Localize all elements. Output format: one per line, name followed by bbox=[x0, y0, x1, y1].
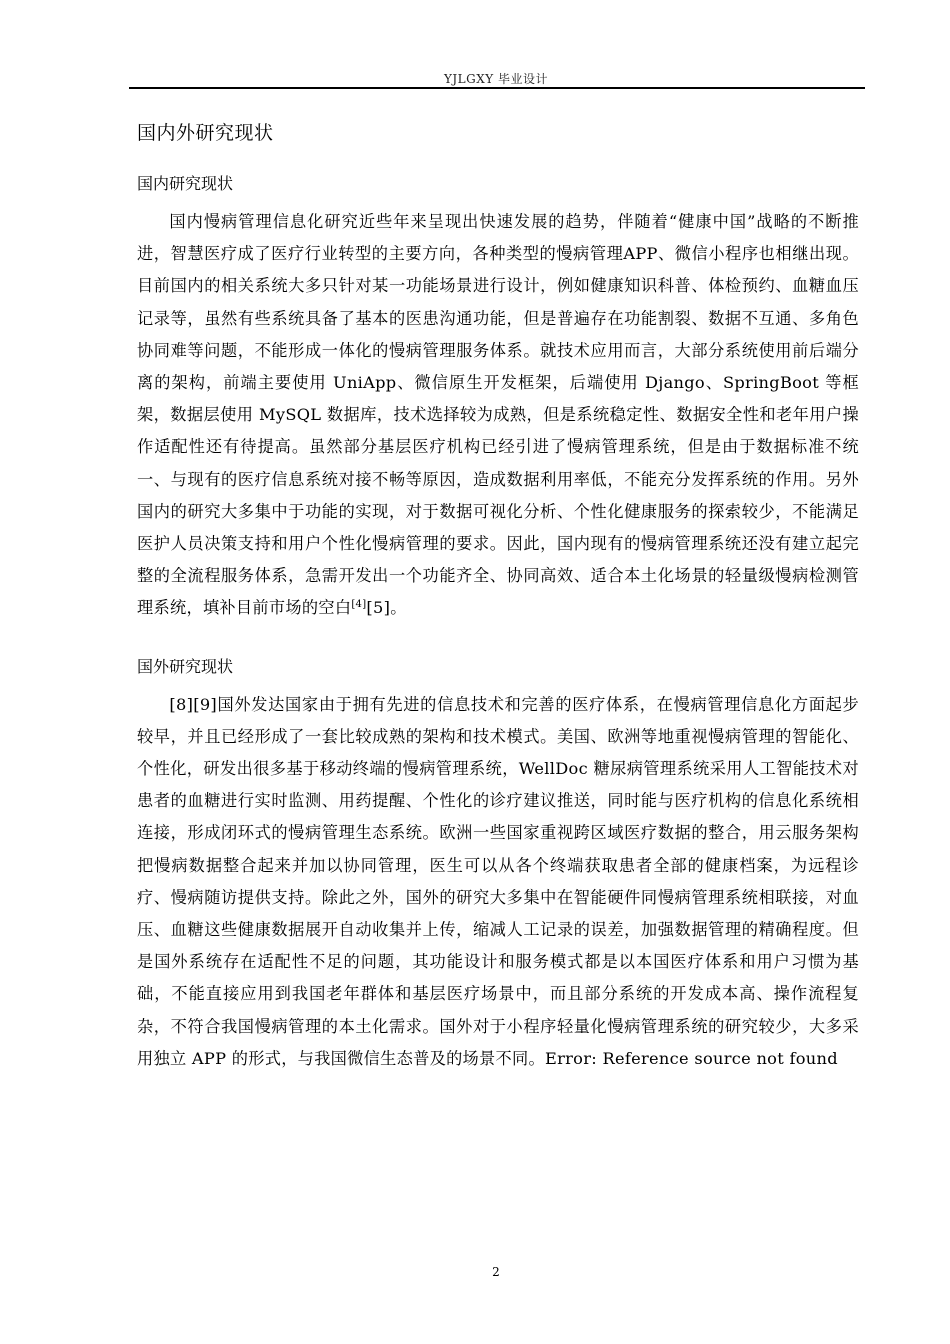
page-header: YJLGXY 毕业设计 bbox=[443, 72, 549, 86]
page-number: 2 bbox=[492, 1265, 500, 1279]
domestic-paragraph bbox=[137, 206, 859, 625]
domestic-paragraph-text: 国内慢病管理信息化研究近些年来呈现出快速发展的趋势，伴随着“健康中国”战略的不断推进，智慧医疗成了医疗行业转型的主要方向，各种类型的慢病管理APP、微信小程序也相继出现。目前国内的相关系统大多只针对某一功能场景进行设计，例如健康知识科普、体检预约、血糖血压记录等，虽然有些系统具备了基本的医患沟通功能，但是普遍存在功能割裂、数据不互通、多角色协同难等问题，不能形成一体化的慢病管理服务体系。就技术应用而言，大部分系统使用前后端分离的架构，前端主要使用 UniApp、微信原生开发框架，后端使用 Django、SpringBoot 等框架，数据层使用 MySQL 数据库，技术选择较为成熟，但是系统稳定性、数据安全性和老年用户操作适配性还有待提高。虽然部分基层医疗机构已经引进了慢病管理系统，但是由于数据标准不统一、与现有的医疗信息系统对接不畅等原因，造成数据利用率低，不能充分发挥系统的作用。另外国内的研究大多集中于功能的实现，对于数据可视化分析、个性化健康服务的探索较少，不能满足医护人员决策支持和用户个性化慢病管理的要求。因此，国内现有的慢病管理系统还没有建立起完整的全流程服务体系，急需开发出一个功能齐全、协同高效、适合本土化场景的轻量级慢病检测管理系统，填补目前市场的空白 bbox=[137, 212, 859, 618]
section-title: 国内外研究现状 bbox=[137, 122, 274, 144]
foreign-subtitle: 国外研究现状 bbox=[137, 656, 234, 676]
header-rule bbox=[129, 87, 865, 89]
domestic-subtitle: 国内研究现状 bbox=[137, 174, 234, 193]
citation-tail: [5]。 bbox=[366, 598, 407, 618]
foreign-paragraph: [8][9]国外发达国家由于拥有先进的信息技术和完善的医疗体系，在慢病管理信息化方面起步较早，并且已经形成了一套比较成熟的架构和技术模式。美国、欧洲等地重视慢病管理的智能化、个性化，研发出很多基于移动终端的慢病管理系统，WellDoc 糖尿病管理系统采用人工智能技术对患者的血糖进行实时监测、用药提醒、个性化的诊疗建议推送，同时能与医疗机构的信息化系统相连接，形成闭环式的慢病管理生态系统。欧洲一些国家重视跨区域医疗数据的整合，用云服务架构把慢病数据整合起来并加以协同管理，医生可以从各个终端获取患者全部的健康档案，为远程诊疗、慢病随访提供支持。除此之外，国外的研究大多集中在智能硬件同慢病管理系统相联接，对血压、血糖这些健康数据展开自动收集并上传，缩减人工记录的误差，加强数据管理的精确程度。但是国外系统存在适配性不足的问题，其功能设计和服务模式都是以本国医疗体系和用户习惯为基础，不能直接应用到我国老年群体和基层医疗场景中，而且部分系统的开发成本高、操作流程复杂，不符合我国慢病管理的本土化需求。国外对于小程序轻量化慢病管理系统的研究较少，大多采用独立 APP 的形式，与我国微信生态普及的场景不同。Error: Reference source not found bbox=[137, 694, 859, 1068]
page-content bbox=[137, 110, 859, 1075]
citation-superscript: [4] bbox=[351, 599, 367, 611]
